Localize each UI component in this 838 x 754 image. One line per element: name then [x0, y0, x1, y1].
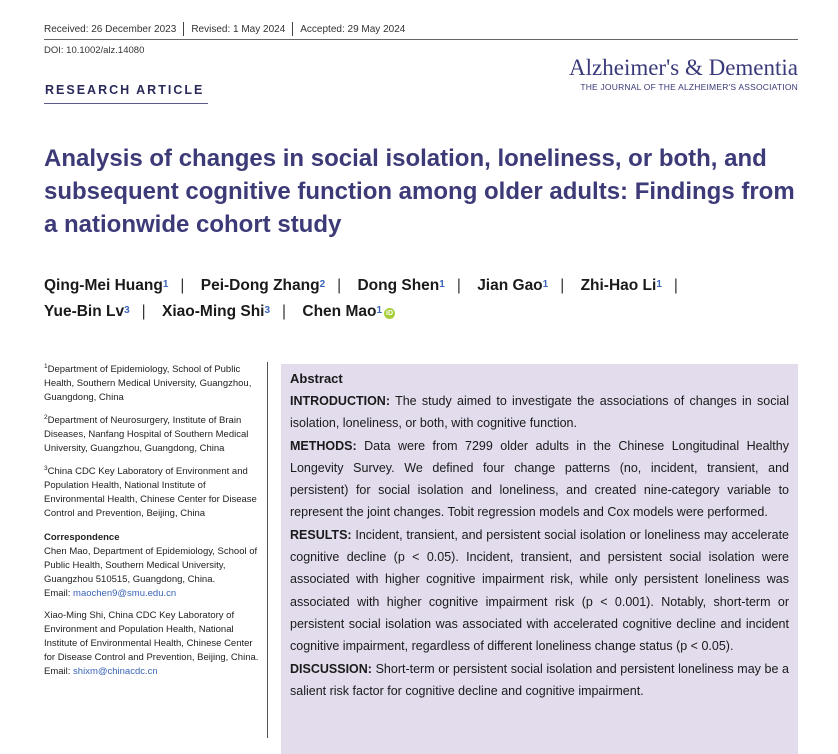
- header-rule: [44, 39, 798, 40]
- article-type-rule: [44, 103, 208, 104]
- email-link[interactable]: maochen9@smu.edu.cn: [73, 588, 177, 600]
- orcid-icon[interactable]: iD: [386, 310, 394, 317]
- abstract-introduction: INTRODUCTION: The study aimed to investigate the associations of changes in social isolation, loneliness, or both, with cognitive function.: [290, 394, 789, 431]
- doi[interactable]: DOI: 10.1002/alz.14080: [44, 45, 145, 56]
- date-separator: [292, 22, 293, 36]
- abstract-heading: Abstract: [290, 371, 343, 386]
- affiliations-column: [44, 360, 260, 687]
- author[interactable]: Zhi-Hao Li$^1$: [580, 277, 662, 294]
- abstract-methods: METHODS: Data were from 7299 older adults in the Chinese Longitudinal Healthy Longevity Survey. We defined four change patterns (no, incident, transient, and persistent) for social isolation and loneliness, and created nine-category variable to represent the joint changes. Tobit regression models and Cox models were performed.: [290, 438, 789, 520]
- abstract-box: [281, 364, 798, 754]
- email-link[interactable]: shixm@chinacdc.cn: [73, 666, 158, 678]
- correspondence-heading: Correspondence: [44, 532, 120, 544]
- affiliation: $^1$Department of Epidemiology, School of Public Health, Southern Medical University, Guangzhou, Guangdong, China: [44, 363, 252, 404]
- journal-subtitle: THE JOURNAL OF THE ALZHEIMER'S ASSOCIATION: [580, 82, 798, 92]
- journal-name: Alzheimer's & Dementia: [569, 55, 798, 80]
- correspondence-entry: Xiao-Ming Shi, China CDC Key Laboratory of Environment and Population Health, National Institute of Environmental Health, Chinese Center for Disease Control and Prevention, Beijing, China. Email: shixm@chinacdc.cn: [44, 610, 259, 678]
- affiliation: $^3$China CDC Key Laboratory of Environment and Population Health, National Institute of Environmental Health, Chinese Center for Disease Control and Prevention, Beijing, China: [44, 465, 257, 520]
- article-dates: [44, 22, 405, 36]
- article-title: Analysis of changes in social isolation, loneliness, or both, and subsequent cognitive function among older adults: Findings from a nationwide cohort study: [44, 145, 795, 238]
- article-type: RESEARCH ARTICLE: [45, 83, 205, 97]
- author[interactable]: Pei-Dong Zhang$^2$: [200, 277, 326, 294]
- author[interactable]: Xiao-Ming Shi$^3$: [162, 303, 271, 320]
- correspondence-entry: Chen Mao, Department of Epidemiology, School of Public Health, Southern Medical University, Guangzhou 510515, Guangdong, China. Email: maochen9@smu.edu.cn: [44, 546, 258, 600]
- author[interactable]: Yue-Bin Lv$^3$: [44, 303, 130, 320]
- column-divider: [267, 362, 268, 738]
- author[interactable]: Chen Mao$^1$ iD: [302, 303, 394, 320]
- revised-date: Revised: 1 May 2024: [191, 23, 286, 35]
- abstract-results: RESULTS: Incident, transient, and persistent social isolation or loneliness may accelerate cognitive decline (p < 0.05). Incident, transient, and persistent social isolation were associated with higher cognitive impairment risk, while only persistent loneliness was associated with higher cognitive impairment risk (p < 0.001). Notably, short-term or persistent social isolation was associated with accelerated cognitive decline and incident cognitive impairment, regardless of different loneliness change status (p < 0.05).: [290, 527, 789, 654]
- author-list: Qing-Mei Huang$^1$ | Pei-Dong Zhang$^2$ | Dong Shen$^1$ | Jian Gao$^1$ | Zhi-Hao Li$^1$ | Yue-Bin Lv$^3$ | Xiao-Ming Shi$^3$ | Chen Mao$^1$ iD: [44, 277, 678, 320]
- journal-logo[interactable]: [569, 55, 798, 92]
- accepted-date: Accepted: 29 May 2024: [300, 23, 406, 35]
- author[interactable]: Dong Shen$^1$: [357, 277, 445, 294]
- author[interactable]: Jian Gao$^1$: [477, 277, 549, 294]
- abstract-discussion: DISCUSSION: Short-term or persistent social isolation and persistent loneliness may be a salient risk factor for cognitive decline and cognitive impairment.: [290, 661, 789, 698]
- received-date: Received: 26 December 2023: [44, 23, 177, 35]
- affiliation: $^2$Department of Neurosurgery, Institute of Brain Diseases, Nanfang Hospital of Southern Medical University, Guangzhou, Guangdong, China: [44, 414, 249, 455]
- author[interactable]: Qing-Mei Huang$^1$: [44, 277, 169, 294]
- date-separator: [183, 22, 184, 36]
